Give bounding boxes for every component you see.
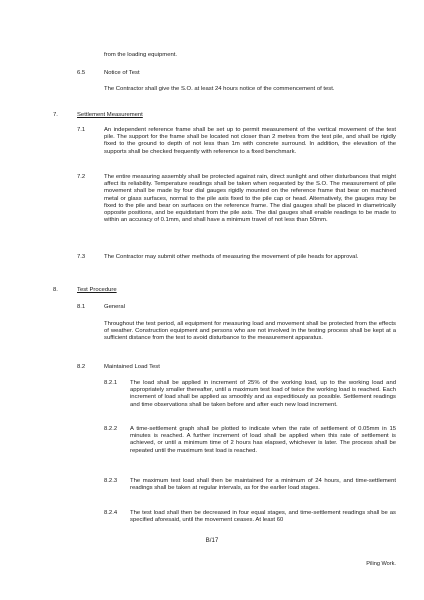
section-8-2-1-number: 8.2.1 [104, 380, 118, 386]
section-7-2-number: 7.2 [77, 174, 86, 180]
section-6-5-number: 6.5 [77, 70, 86, 76]
section-6-5-body: The Contractor shall give the S.O. at least 24 hours notice of the commencement of test. [104, 86, 335, 92]
section-7-3-number: 7.3 [77, 254, 86, 260]
section-8-number: 8. [53, 287, 58, 293]
section-8-1-body: Throughout the test period, all equipment for measuring load and movement shall be protected from the effects of weather. Construction equipment and persons who are not involved in the testing process shall be kept at a sufficient distance from the test to avoid disturbance to the measurement apparatus. [104, 321, 396, 342]
page-number: B/17 [205, 537, 219, 544]
section-7-1-number: 7.1 [77, 127, 86, 133]
section-8-2-3-text: The maximum test load shall then be maintained for a minimum of 24 hours, and time-settlement readings shall be taken at regular intervals, as for the earlier load stages. [130, 478, 396, 492]
section-8-2-heading: Maintained Load Test [104, 364, 160, 370]
section-8-2-4-text: The test load shall then be decreased in four equal stages, and time-settlement readings shall be as specified aforesaid, until the movement ceases. At least 60 [130, 510, 396, 524]
section-7-1-text: An independent reference frame shall be set up to permit measurement of the vertical movement of the test pile. The support for the frame shall be located not closer than 2 metres from the test pile, and shall be rigidly fixed to the ground to depth of not less than 1m with concrete surround. In addition, the elevation of the supports shall be checked frequently with reference to a fixed benchmark. [104, 127, 396, 155]
section-8-2-2-number: 8.2.2 [104, 426, 118, 432]
section-8-2-1-text: The load shall be applied in increment of 25% of the working load, up to the working load and appropriately smaller thereafter, until a maximum test load of twice the working load is reached. Each increment of load shall be applied as smoothly and as expeditiously as possible. Settlement readings and time observations shall be taken before and after each new load increment. [130, 380, 396, 408]
section-6-5-heading: Notice of Test [104, 70, 140, 76]
section-8-heading: Test Procedure [77, 287, 117, 293]
footer-section-name: Piling Work. [366, 561, 396, 567]
section-8-2-number: 8.2 [77, 364, 86, 370]
section-8-2-3-number: 8.2.3 [104, 478, 118, 484]
section-8-2-2-text: A time-settlement graph shall be plotted to indicate when the rate of settlement of 0.05mm in 15 minutes is reached. A further increment of load shall be applied when this rate of settlement is achieved, or until a minimum time of 2 hours has elapsed, whichever is later. The process shall be repeated until the maximum test load is reached. [130, 426, 396, 454]
continuation-text: from the loading equipment. [104, 52, 178, 58]
section-8-1-number: 8.1 [77, 304, 86, 310]
section-7-number: 7. [53, 112, 58, 118]
section-7-2-text: The entire measuring assembly shall be protected against rain, direct sunlight and other disturbances that might affect its reliability. Temperature readings shall be taken when requested by the S.O. The measurement of pile movement shall be made by four dial gauges rigidly mounted on the reference frame that bear on machined metal or glass surfaces, normal to the pile axis fixed to the pile cap or head. Alternatively, the gauges may be fixed to the pile and bear on surfaces on the reference frame. The dial gauges shall be placed in diametrically opposite positions, and be equidistant from the pile axis. The dial gauges shall enable readings to be made to within an accuracy of 0.1mm, and shall have a minimum travel of not less than 50mm. [104, 174, 396, 224]
section-7-3-text: The Contractor may submit other methods of measuring the movement of pile heads for approval. [104, 254, 359, 260]
section-8-1-heading: General [104, 304, 125, 310]
section-8-2-4-number: 8.2.4 [104, 510, 118, 516]
section-7-heading: Settlement Measurement [77, 112, 143, 118]
